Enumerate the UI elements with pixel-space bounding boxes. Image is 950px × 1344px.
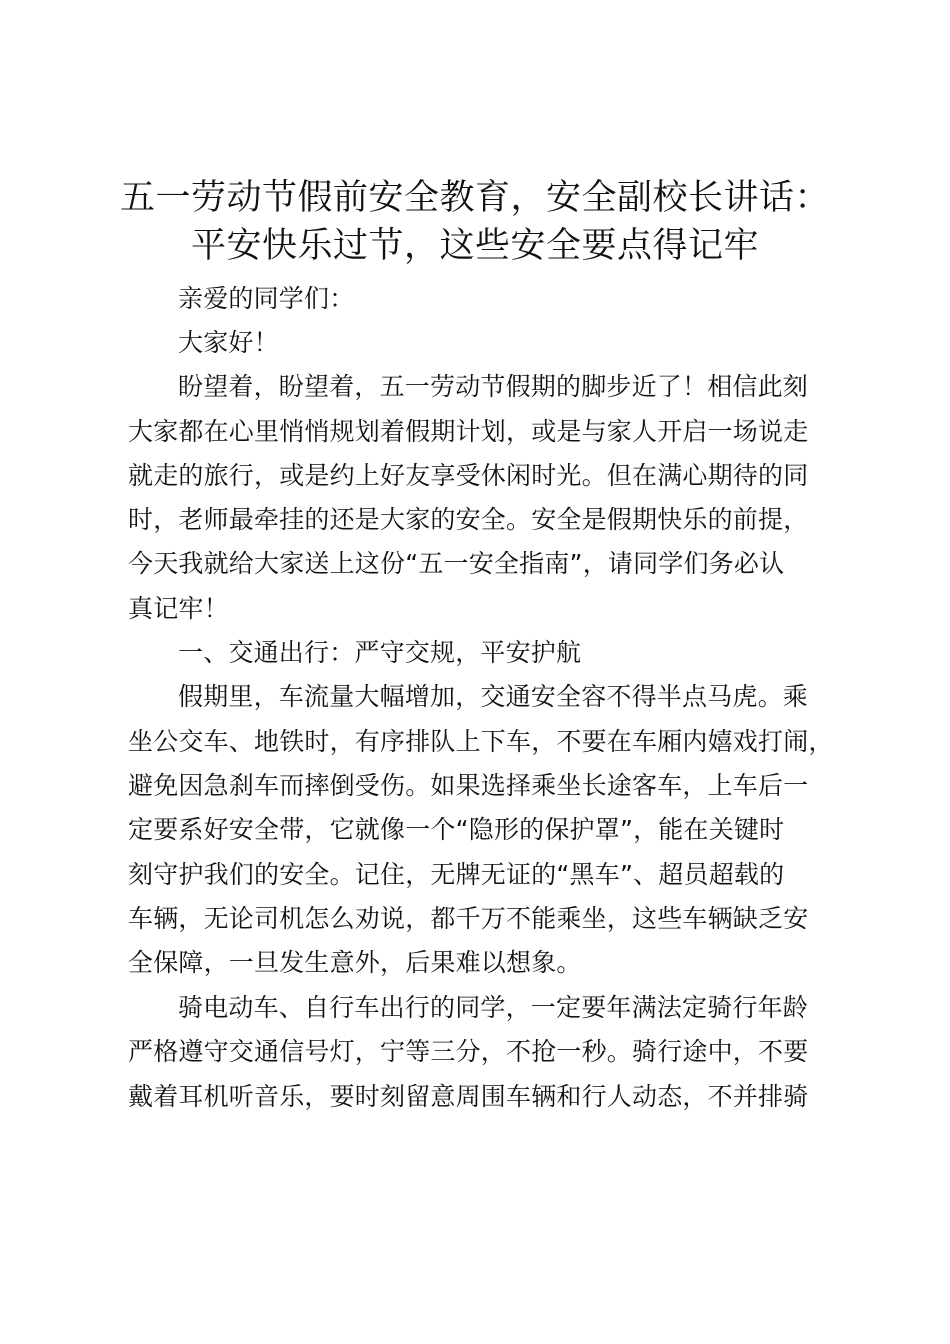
- paragraph-line: 定要系好安全带，它就像一个“隐形的保护罩”，能在关键时: [128, 815, 785, 844]
- paragraph-line: 大家都在心里悄悄规划着假期计划，或是与家人开启一场说走: [128, 417, 809, 446]
- paragraph-line: 盼望着，盼望着，五一劳动节假期的脚步近了！相信此刻: [178, 372, 809, 401]
- paragraph-line: 避免因急刹车而摔倒受伤。如果选择乘坐长途客车，上车后一: [128, 771, 809, 800]
- paragraph-line: 车辆，无论司机怎么劝说，都千万不能乘坐，这些车辆缺乏安: [128, 904, 809, 933]
- paragraph-line: 严格遵守交通信号灯，宁等三分，不抢一秒。骑行途中，不要: [128, 1037, 809, 1066]
- paragraph-line: 骑电动车、自行车出行的同学，一定要年满法定骑行年龄: [178, 993, 809, 1022]
- paragraph-line: 时，老师最牵挂的还是大家的安全。安全是假期快乐的前提，: [128, 505, 809, 534]
- paragraph-line: 戴着耳机听音乐，要时刻留意周围车辆和行人动态，不并排骑: [128, 1082, 809, 1111]
- salutation: 亲爱的同学们：: [178, 284, 355, 313]
- paragraph-line: 刻守护我们的安全。记住，无牌无证的“黑车”、超员超载的: [128, 860, 785, 889]
- greeting: 大家好！: [178, 328, 279, 357]
- paragraph-line: 真记牢！: [128, 594, 229, 623]
- paragraph-line: 就走的旅行，或是约上好友享受休闲时光。但在满心期待的同: [128, 461, 809, 490]
- paragraph-line: 今天我就给大家送上这份“五一安全指南”，请同学们务必认: [128, 549, 785, 578]
- document-title-line-1: 五一劳动节假前安全教育，安全副校长讲话：: [119, 178, 830, 218]
- paragraph-line: 坐公交车、地铁时，有序排队上下车，不要在车厢内嬉戏打闹，: [128, 727, 834, 756]
- paragraph-line: 假期里，车流量大幅增加，交通安全容不得半点马虎。乘: [178, 682, 809, 711]
- paragraph-line: 全保障，一旦发生意外，后果难以想象。: [128, 948, 582, 977]
- document-title-line-2: 平安快乐过节，这些安全要点得记牢: [190, 226, 759, 266]
- section-heading: 一、交通出行：严守交规，平安护航: [178, 638, 582, 667]
